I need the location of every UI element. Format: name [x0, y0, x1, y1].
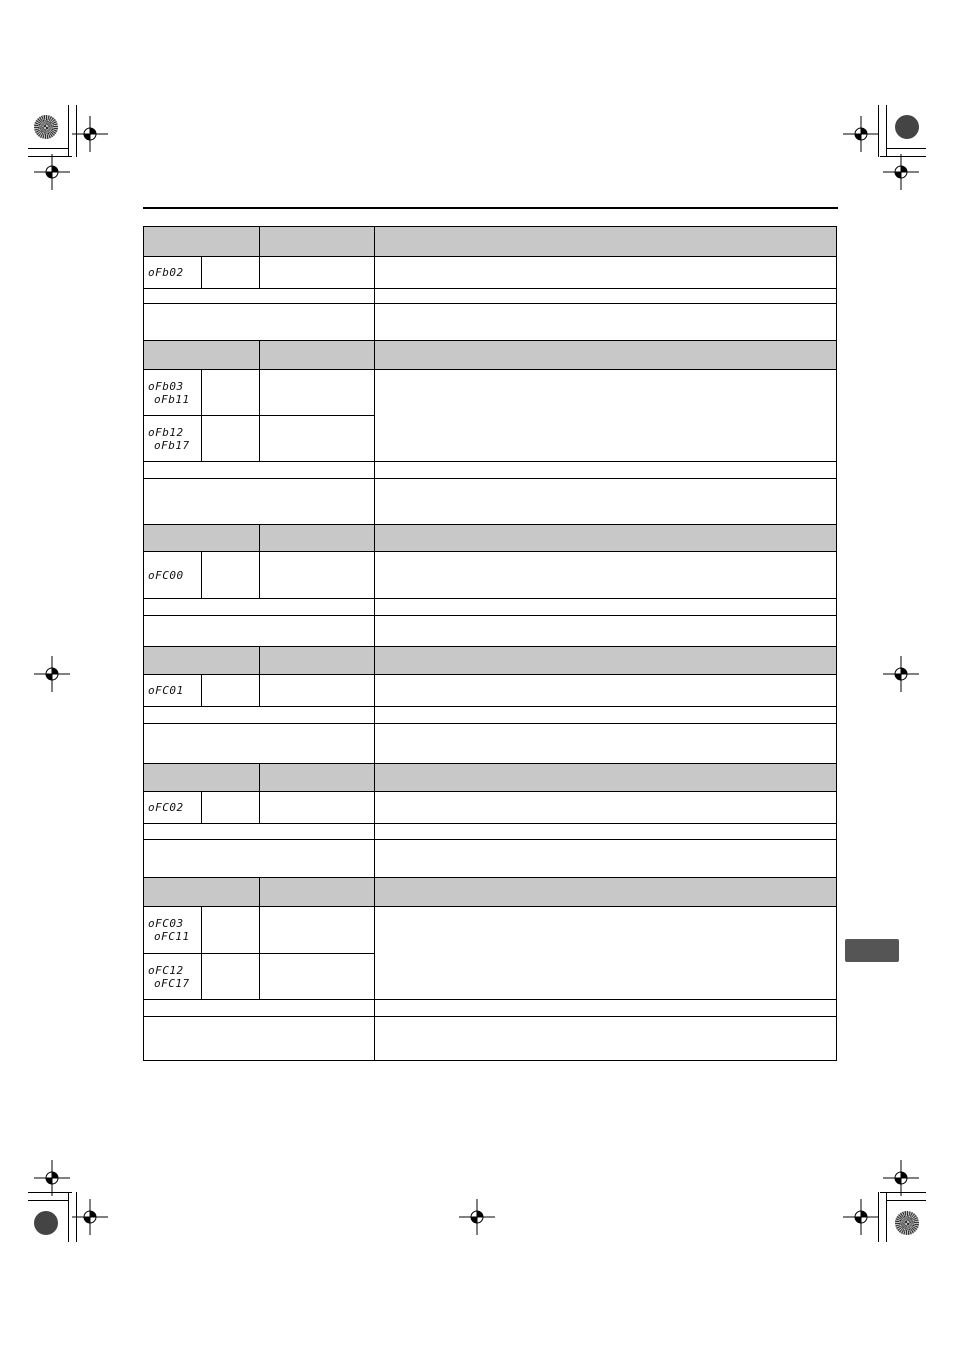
- color-rosette-icon: [895, 1211, 919, 1235]
- table-header-row: [144, 878, 837, 907]
- cause-row: [144, 479, 837, 525]
- error-code: oFC02: [144, 792, 202, 824]
- table-row: [144, 257, 837, 289]
- error-code: oFb02: [144, 257, 202, 289]
- error-code: oFC00: [144, 552, 202, 599]
- error-code: oFb03 oFb11: [144, 370, 202, 416]
- error-code-table: [143, 226, 837, 1061]
- color-rosette-icon: [895, 115, 919, 139]
- registration-target-icon: [72, 116, 108, 152]
- registration-target-icon: [843, 116, 879, 152]
- color-rosette-icon: [34, 115, 58, 139]
- table-header-row: [144, 647, 837, 675]
- cause-header-row: [144, 289, 837, 304]
- table-row: [144, 792, 837, 824]
- table-row: [144, 370, 837, 416]
- cause-header-row: [144, 1000, 837, 1017]
- color-rosette-icon: [34, 1211, 58, 1235]
- cause-row: [144, 1017, 837, 1061]
- table-row: [144, 675, 837, 707]
- registration-target-icon: [459, 1199, 495, 1235]
- cause-header-row: [144, 462, 837, 479]
- table-header-row: [144, 525, 837, 552]
- cause-row: [144, 724, 837, 764]
- registration-target-icon: [883, 1160, 919, 1196]
- cause-row: [144, 304, 837, 341]
- registration-target-icon: [883, 656, 919, 692]
- error-code: oFC12 oFC17: [144, 954, 202, 1000]
- error-code: oFC01: [144, 675, 202, 707]
- cause-header-row: [144, 599, 837, 616]
- registration-target-icon: [843, 1199, 879, 1235]
- cause-header-row: [144, 824, 837, 840]
- table-row: [144, 552, 837, 599]
- chapter-tab: [845, 939, 899, 962]
- registration-target-icon: [34, 656, 70, 692]
- cause-row: [144, 616, 837, 647]
- cause-row: [144, 840, 837, 878]
- error-code: oFC03 oFC11: [144, 907, 202, 954]
- registration-target-icon: [34, 154, 70, 190]
- header-rule: [143, 207, 838, 209]
- error-code: oFb12 oFb17: [144, 416, 202, 462]
- table-header-row: [144, 764, 837, 792]
- registration-target-icon: [883, 154, 919, 190]
- table-header-row: [144, 341, 837, 370]
- cause-header-row: [144, 707, 837, 724]
- table-row: [144, 907, 837, 954]
- registration-target-icon: [72, 1199, 108, 1235]
- registration-target-icon: [34, 1160, 70, 1196]
- table-header-row: [144, 227, 837, 257]
